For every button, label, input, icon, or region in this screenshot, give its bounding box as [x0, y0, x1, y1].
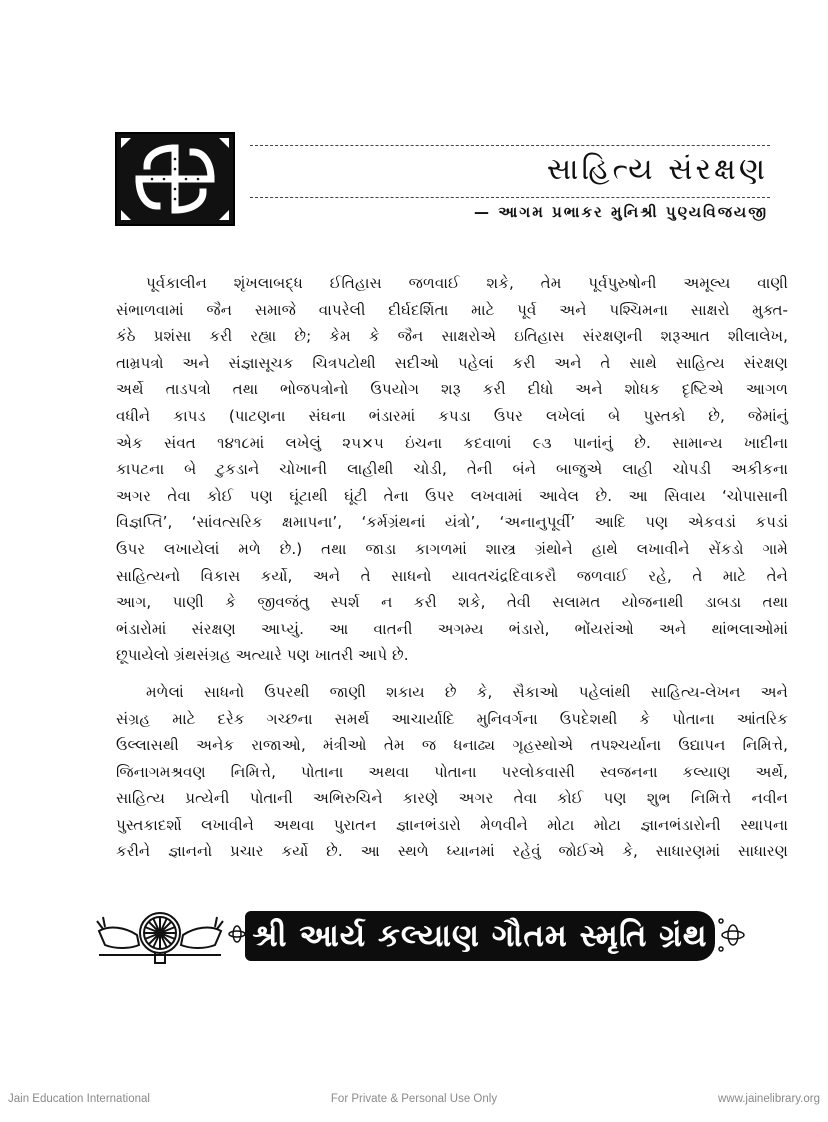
text-line: કાપટના બે ટુકડાને ચોખાની લાહીથી ચોડી, તેની બંને બાજુએ લાહી ચોપડી અકીકના: [116, 460, 788, 479]
text-line: છૂપાયેલો ગ્રંથસંગ્રહ અત્યારે પણ ખાતરી આપે છે.: [116, 646, 409, 665]
text-line: ઉલ્લાસથી અનેક રાજાઓ, મંત્રીઓ તેમ જ ધનાઢ્ય ગૃહસ્થોએ તપશ્ચર્યાના ઉદ્યાપન નિમિત્તે,: [116, 736, 788, 755]
text-line: મળેલાં સાધનો ઉપરથી જાણી શકાય છે કે, સૈકાઓ પહેલાંથી સાહિત્ય-લેખન અને: [146, 682, 788, 701]
text-line: વિજ્ઞપ્તિ’, ‘સાંવત્સરિક ક્ષમાપના’, ‘કર્મગ્રંથનાં યંત્રો’, ‘અનાનુપૂર્વી’ આદિ પણ એકવડાં કપડાં: [116, 513, 788, 532]
article-author: — આગમ પ્રભાકર મુનિશ્રી પુણ્યવિજયજી: [473, 203, 768, 221]
text-line: કંઠે પ્રશંસા કરી રહ્યા છે; કેમ કે જૈન સાક્ષરોએ ઇતિહાસ સંરક્ષણની શરૂઆત શીલાલેખ,: [116, 327, 788, 346]
text-line: પુસ્તકાદર્શો લખાવીને અથવા પુરાતન જ્ઞાનભંડારો મેળવીને મોટા મોટા જ્ઞાનભંડારોની સ્થાપના: [116, 815, 788, 834]
text-line: કરીને જ્ઞાનનો પ્રચાર કર્યો છે. આ સ્થળે ધ્યાનમાં રહેવું જોઈએ કે, સાધારણમાં સાધારણ: [116, 842, 788, 861]
header-rule-top: [250, 145, 770, 146]
article-body: [116, 270, 788, 865]
banner-plate: [245, 911, 715, 961]
banner-title: શ્રી આર્ય કલ્યાણ ગૌતમ સ્મૃતિ ગ્રંથ: [252, 917, 708, 954]
swastika-ornament-icon: [115, 132, 235, 226]
text-line: અર્થે તાડપત્રો તથા ભોજપત્રોનો ઉપયોગ શરૂ કરી દીધો અને શોધક દૃષ્ટિએ આગળ: [116, 380, 788, 399]
text-line: ઉપર લખાયેલાં મળે છે.) તથા જાડા કાગળમાં શાસ્ત્ર ગ્રંથોને હાથે લખાવીને સેંકડો ગામે: [116, 539, 788, 558]
text-line: તામ્રપત્રો અને સંજ્ઞાસૂચક ચિત્રપટોથી સદીઓ પહેલાં કરી અને તે સાથે સાહિત્ય સંરક્ષણ: [116, 353, 788, 372]
text-line: સાહિત્યનો વિકાસ કર્યો, અને તે સાધનો યાવતચંદ્રદિવાકરૌ જળવાઈ રહે, તે માટે તેને: [116, 566, 788, 585]
paragraph-1: [116, 270, 788, 669]
footer-website-link[interactable]: www.jainelibrary.org: [717, 1093, 820, 1105]
paragraph-2: [116, 679, 788, 865]
page-footer: [0, 1093, 828, 1113]
text-line: સંગ્રહ માટે દરેક ગચ્છના સમર્થ આચાર્યાદિ મુનિવર્ગના ઉપદેશથી કે પોતાના આંતરિક: [116, 709, 788, 728]
text-line: સાહિત્ય પ્રત્યેની પોતાની અભિરુચિને કારણે અગર તેવા કોઈ પણ શુભ નિમિત્તે નવીન: [116, 789, 788, 808]
article-title: સાહિત્ય સંરક્ષણ: [546, 152, 768, 187]
text-line: પૂર્વકાલીન શૃંખલાબદ્ધ ઈતિહાસ જળવાઈ શકે, તેમ પૂર્વપુરુષોની અમૂલ્ય વાણી: [146, 274, 788, 292]
book-title-banner: [95, 905, 775, 965]
text-line: જિનાગમશ્રવણ નિમિત્તે, પોતાના અથવા પોતાના પરલોકવાસી સ્વજનના કલ્યાણ અર્થે,: [116, 762, 788, 781]
dharma-wheel-deer-icon: [95, 905, 225, 965]
text-line: આગ, પાણી કે જીવજંતુ સ્પર્શ ન કરી શકે, તેવી સલામત યોજનાથી ડાબડા તથા: [116, 593, 788, 612]
footer-usage-note: For Private & Personal Use Only: [330, 1093, 498, 1105]
text-line: અગર તેવા કોઈ પણ ઘૂંટાથી ઘૂંટી તેના ઉપર લખવામાં આવેલ છે. આ સિવાય ‘ચોપાસાની: [116, 486, 788, 505]
header-rule-bottom: [250, 197, 770, 198]
text-line: સંભાળવામાં જૈન સમાજે વાપરેલી દીર્ઘદર્શિતા માટે પૂર્વ અને પશ્ચિમના સાક્ષરો મુક્ત-: [116, 300, 788, 319]
text-line: એક સંવત ૧૪૧૮માં લખેલું ૨૫×૫ ઇંચના કદવાળાં ૯૩ પાનાંનું છે. સામાન્ય ખાદીના: [116, 433, 788, 452]
footer-publisher: Jain Education International: [8, 1093, 150, 1105]
lotus-right-icon: [717, 915, 747, 955]
lotus-left-icon: [227, 919, 247, 949]
text-line: વધીને કાપડ (પાટણના સંઘના ભંડારમાં કપડા ઉપર લખેલાં બે પુસ્તકો છે, જેમાંનું: [116, 406, 788, 425]
text-line: ભંડારોમાં સંરક્ષણ આપ્યું. આ વાતની અગમ્ય ભંડારો, ભોંયરાંઓ અને થાંભલાઓમાં: [116, 619, 788, 638]
